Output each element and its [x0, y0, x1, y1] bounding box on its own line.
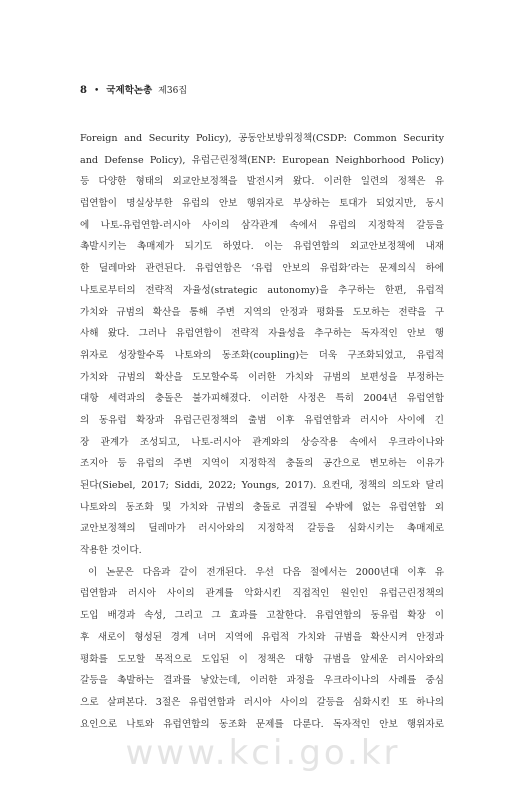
paragraph [80, 562, 444, 736]
journal-volume: 제36집 [158, 86, 188, 96]
text-line: 의 동유럽 확장과 유럽근린정책의 출범 이후 유럽연합과 러시아 사이에 긴 [80, 414, 444, 426]
page-number: 8 [80, 85, 87, 96]
text-line: 럽연합과 러시아 사이의 관계를 악화시킨 직접적인 원인인 유럽근린정책의 [80, 588, 444, 600]
watermark: www.kci.go.kr [125, 733, 401, 773]
text-line: 대항 세력과의 충돌은 불가피해졌다. 이러한 사정은 특히 2004년 유럽연합 [80, 393, 444, 405]
text-line: 럽연합이 명실상부한 유럽의 안보 행위자로 부상하는 토대가 되었지만, 동시 [80, 198, 444, 210]
text-line: 교안보정책의 딜레마가 러시아와의 지정학적 갈등을 심화시키는 촉매제로 [80, 523, 444, 535]
text-line: 나토와의 동조화 및 가치와 규범의 충돌로 귀결될 수밖에 없는 유럽연합 외 [80, 501, 444, 513]
text-line: and Defense Policy), 유럽근린정책(ENP: European Neighborhood Policy) [80, 154, 444, 166]
text-line: 촉발시키는 촉매제가 되기도 하였다. 이는 유럽연합의 외교안보정책에 내재 [80, 241, 444, 253]
text-line: 이 논문은 다음과 같이 전개된다. 우선 다음 절에서는 2000년대 이후 유 [88, 566, 444, 578]
text-line: 나토로부터의 전략적 자율성(strategic autonomy)을 추구하는 한편, 유럽적 [80, 284, 444, 296]
text-line: 으로 살펴본다. 3절은 유럽연합과 러시아 사이의 갈등을 심화시킨 또 하나의 [80, 696, 444, 708]
journal-name: 국제학논총 [106, 85, 153, 96]
text-line: 사해 왔다. 그러나 유럽연합이 전략적 자율성을 추구하는 독자적인 안보 행 [80, 328, 444, 340]
running-header [80, 82, 187, 96]
text-line: 등 다양한 형태의 외교안보정책을 발전시켜 왔다. 이러한 일련의 정책은 유 [80, 176, 444, 188]
text-line: 한 딜레마와 관련된다. 유럽연합은 ‘유럽 안보의 유럽화’라는 문제의식 하에 [80, 263, 444, 275]
text-line: 평화를 도모할 목적으로 도입된 이 정책은 대항 규범을 앞세운 러시아와의 [80, 653, 444, 665]
text-line: 작용한 것이다. [80, 545, 142, 557]
text-line: 후 새로이 형성된 경계 너머 지역에 유럽적 가치와 규범을 확산시켜 안정과 [80, 631, 444, 643]
paragraph [80, 128, 444, 562]
text-line: 에 나토-유럽연합-러시아 사이의 삼각관계 속에서 유럽의 지정학적 갈등을 [80, 219, 444, 231]
header-bullet: • [93, 86, 100, 96]
text-line: 위자로 성장할수록 나토와의 동조화(coupling)는 더욱 구조화되었고, 유럽적 [80, 349, 444, 361]
text-line: 조지아 등 유럽의 주변 지역이 지정학적 충돌의 공간으로 변모하는 이유가 [80, 458, 444, 470]
text-line: Foreign and Security Policy), 공동안보방위정책(CSDP: Common Security [80, 133, 444, 144]
text-line: 가치와 규범의 확산을 통해 주변 지역의 안정과 평화를 도모하는 전략을 구 [80, 306, 444, 318]
text-line: 가치와 규범의 확산을 도모할수록 이러한 가치와 규범의 보편성을 부정하는 [80, 371, 444, 383]
text-line: 된다(Siebel, 2017; Siddi, 2022; Youngs, 2017). 요컨대, 정책의 의도와 달리 [80, 480, 444, 491]
body-text [80, 128, 444, 735]
text-line: 도입 배경과 속성, 그리고 그 효과를 고찰한다. 유럽연합의 동유럽 확장 이 [80, 610, 444, 622]
text-line: 갈등을 촉발하는 결과를 낳았는데, 이러한 과정을 우크라이나의 사례를 중심 [80, 675, 444, 687]
text-line: 장 관계가 조성되고, 나토-러시아 관계와의 상승작용 속에서 우크라이나와 [80, 436, 444, 448]
text-line: 요인으로 나토와 유럽연합의 동조화 문제를 다룬다. 독자적인 안보 행위자로 [80, 718, 444, 730]
